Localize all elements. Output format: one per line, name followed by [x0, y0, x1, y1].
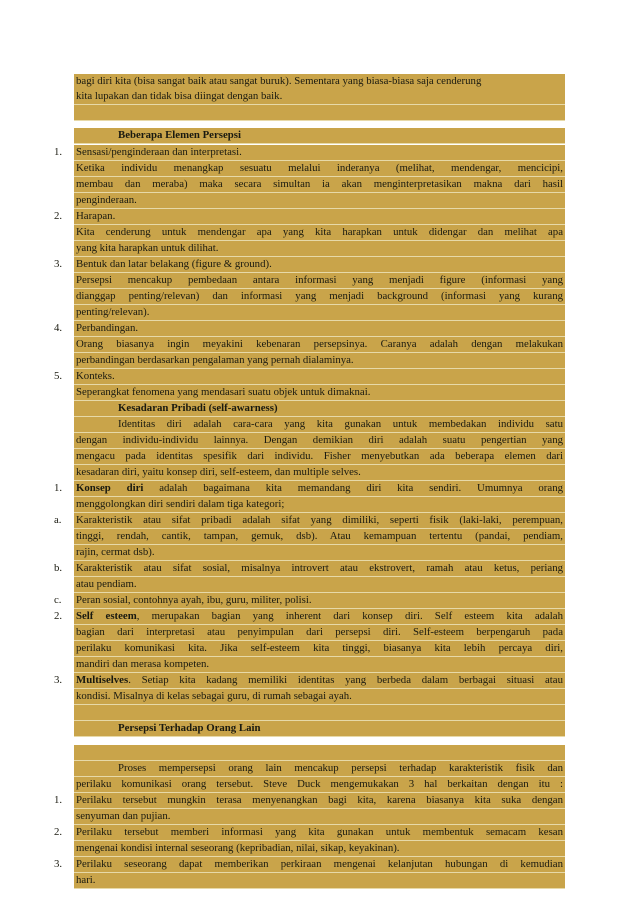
line-text-rest: adalah bagaimana kita memandang diri kita sendiri. Umumnya orang	[143, 482, 563, 494]
line-text: rajin, cermat dsb).	[76, 546, 155, 558]
text-line	[74, 74, 565, 90]
text-line	[74, 689, 565, 705]
line-text-rest: , merupakan bagian yang inherent dari konsep diri. Self esteem kita adalah	[136, 610, 563, 622]
text-line	[74, 721, 565, 737]
text-line	[74, 513, 565, 529]
line-text: dianggap penting/relevan) dan informasi yang menjadi background (informasi yang kurang	[76, 290, 563, 302]
text-line	[74, 289, 565, 305]
text-line	[74, 825, 565, 841]
line-text: Konteks.	[76, 370, 115, 382]
line-text: Identitas diri adalah cara-cara yang kita gunakan untuk membedakan individu satu	[118, 418, 563, 430]
line-text: Harapan.	[76, 210, 116, 222]
text-line	[74, 793, 565, 809]
text-line	[74, 873, 565, 889]
line-text: bagian dari interpretasi atau penyimpulan dari persepsi diri. Self-esteem berpengaruh pada	[76, 626, 563, 638]
text-line	[74, 609, 565, 625]
line-text: hari.	[76, 874, 96, 886]
line-text	[76, 609, 563, 624]
text-line	[74, 673, 565, 689]
line-text: perbandingan berdasarkan pengalaman yang pernah dialaminya.	[76, 354, 354, 366]
line-text: mengenai kondisi internal seseorang (kepribadian, nilai, sikap, keyakinan).	[76, 842, 400, 854]
list-number: 2.	[54, 610, 63, 622]
line-text: Perilaku seseorang dapat memberikan perkiraan mengenai kelanjutan hubungan di kemudian	[76, 858, 563, 870]
line-text: Orang biasanya ingin meyakini kebenaran persepsinya. Caranya adalah dengan melakukan	[76, 338, 563, 350]
text-line	[74, 225, 565, 241]
line-text: mengacu pada identitas spesifik dari individu. Fisher menyebutkan ada beberapa elemen dari	[76, 450, 563, 462]
list-number: 3.	[54, 258, 63, 270]
text-line	[74, 337, 565, 353]
list-number: 2.	[54, 210, 63, 222]
text-line	[74, 777, 565, 793]
text-line	[74, 705, 565, 721]
text-line	[74, 369, 565, 385]
text-line	[74, 809, 565, 825]
list-number: 1.	[54, 482, 63, 494]
bold-term: Multiselves	[76, 674, 129, 686]
list-number: c.	[54, 594, 62, 606]
text-line	[74, 625, 565, 641]
line-text: Perilaku tersebut mungkin terasa menyenangkan bagi kita, karena biasanya kita suka dengan	[76, 794, 563, 806]
text-line	[74, 417, 565, 433]
text-line	[74, 145, 565, 161]
line-text	[76, 481, 563, 496]
line-text: menggolongkan diri sendiri dalam tiga kategori;	[76, 498, 285, 510]
text-line	[74, 385, 565, 401]
text-line	[74, 257, 565, 273]
line-text: kita lupakan dan tidak bisa diingat dengan baik.	[76, 90, 283, 102]
line-text: Proses mempersepsi orang lain mencakup persepsi terhadap karakteristik fisik dan	[118, 762, 563, 774]
text-line	[74, 577, 565, 593]
line-text: atau pendiam.	[76, 578, 137, 590]
text-line	[74, 193, 565, 209]
text-line	[74, 89, 565, 105]
line-text: Karakteristik atau sifat pribadi adalah sifat yang dimiliki, seperti fisik (laki-laki, perempuan,	[76, 514, 563, 526]
line-text: Perilaku tersebut memberi informasi yang kita gunakan untuk membentuk semacam kesan	[76, 826, 563, 838]
line-text: membau dan meraba) maka secara simultan ia akan menginterpretasikan makna dari hasil	[76, 178, 563, 190]
text-line	[74, 128, 565, 144]
text-line	[74, 105, 565, 121]
text-line	[74, 545, 565, 561]
text-line	[74, 481, 565, 497]
text-line	[74, 177, 565, 193]
text-line	[74, 353, 565, 369]
text-line	[74, 209, 565, 225]
text-line	[74, 273, 565, 289]
line-text: perilaku komunikasi kita. Jika self-esteem kita tinggi, biasanya kita lebih percaya diri,	[76, 642, 563, 654]
line-text: Seperangkat fenomena yang mendasari suatu objek untuk dimaknai.	[76, 386, 371, 398]
line-text: Perbandingan.	[76, 322, 139, 334]
line-text: kondisi. Misalnya di kelas sebagai guru, di rumah sebagai ayah.	[76, 690, 352, 702]
text-line	[74, 241, 565, 257]
section-heading: Beberapa Elemen Persepsi	[118, 129, 241, 141]
line-text: Kita cenderung untuk mendengar apa yang kita harapkan untuk didengar dan melihat apa	[76, 226, 563, 238]
section-heading: Kesadaran Pribadi (self-awarness)	[118, 402, 278, 414]
line-text: dengan individu-individu lainnya. Dengan demikian diri adalah suatu pengertian yang	[76, 434, 563, 446]
line-text: yang kita harapkan untuk dilihat.	[76, 242, 219, 254]
text-line	[74, 761, 565, 777]
line-text: Persepsi mencakup pembedaan antara informasi yang menjadi figure (informasi yang	[76, 274, 563, 286]
line-text: penginderaan.	[76, 194, 137, 206]
text-line	[74, 745, 565, 761]
bold-term: Self esteem	[76, 610, 137, 622]
list-number: 1.	[54, 146, 63, 158]
line-text: Ketika individu menangkap sesuatu melalui inderanya (melihat, mendengar, mencicipi,	[76, 162, 563, 174]
list-number: a.	[54, 514, 62, 526]
text-line	[74, 497, 565, 513]
text-line	[74, 321, 565, 337]
line-text: senyuman dan pujian.	[76, 810, 171, 822]
line-text: bagi diri kita (bisa sangat baik atau sangat buruk). Sementara yang biasa-biasa saja cenderung	[76, 75, 482, 87]
text-line	[74, 449, 565, 465]
text-line	[74, 641, 565, 657]
list-number: 1.	[54, 794, 63, 806]
line-text: Sensasi/penginderaan dan interpretasi.	[76, 146, 242, 158]
list-number: b.	[54, 562, 63, 574]
line-text: tinggi, rendah, cantik, tampan, gemuk, dsb). Atau kemampuan tertentu (pandai, pendiam,	[76, 530, 563, 542]
text-line	[74, 841, 565, 857]
line-text: mandiri dan merasa kompeten.	[76, 658, 210, 670]
bold-term: Konsep diri	[76, 482, 144, 494]
list-number: 3.	[54, 858, 63, 870]
line-text-rest: . Setiap kita kadang memiliki identitas yang berbeda dalam berbagai situasi atau	[128, 674, 563, 686]
text-line	[74, 465, 565, 481]
line-text: perilaku komunikasi orang tersebut. Steve Duck mengemukakan 3 hal berkaitan dengan itu :	[76, 778, 563, 790]
line-text: kesadaran diri, yaitu konsep diri, self-esteem, dan multiple selves.	[76, 466, 361, 478]
text-line	[74, 529, 565, 545]
list-number: 4.	[54, 322, 63, 334]
line-text: Karakteristik atau sifat sosial, misalnya introvert atau ekstrovert, ramah atau ketus, periang	[76, 562, 563, 574]
text-line	[74, 561, 565, 577]
line-text: Peran sosial, contohnya ayah, ibu, guru, militer, polisi.	[76, 594, 312, 606]
line-text	[76, 673, 563, 688]
line-text: Bentuk dan latar belakang (figure & ground).	[76, 258, 272, 270]
list-number: 5.	[54, 370, 63, 382]
section-heading: Persepsi Terhadap Orang Lain	[118, 722, 261, 734]
text-line	[74, 161, 565, 177]
text-line	[74, 857, 565, 873]
line-text: penting/relevan).	[76, 306, 150, 318]
text-line	[74, 593, 565, 609]
list-number: 3.	[54, 674, 63, 686]
list-number: 2.	[54, 826, 63, 838]
text-line	[74, 305, 565, 321]
text-line	[74, 657, 565, 673]
text-line	[74, 401, 565, 417]
text-line	[74, 433, 565, 449]
